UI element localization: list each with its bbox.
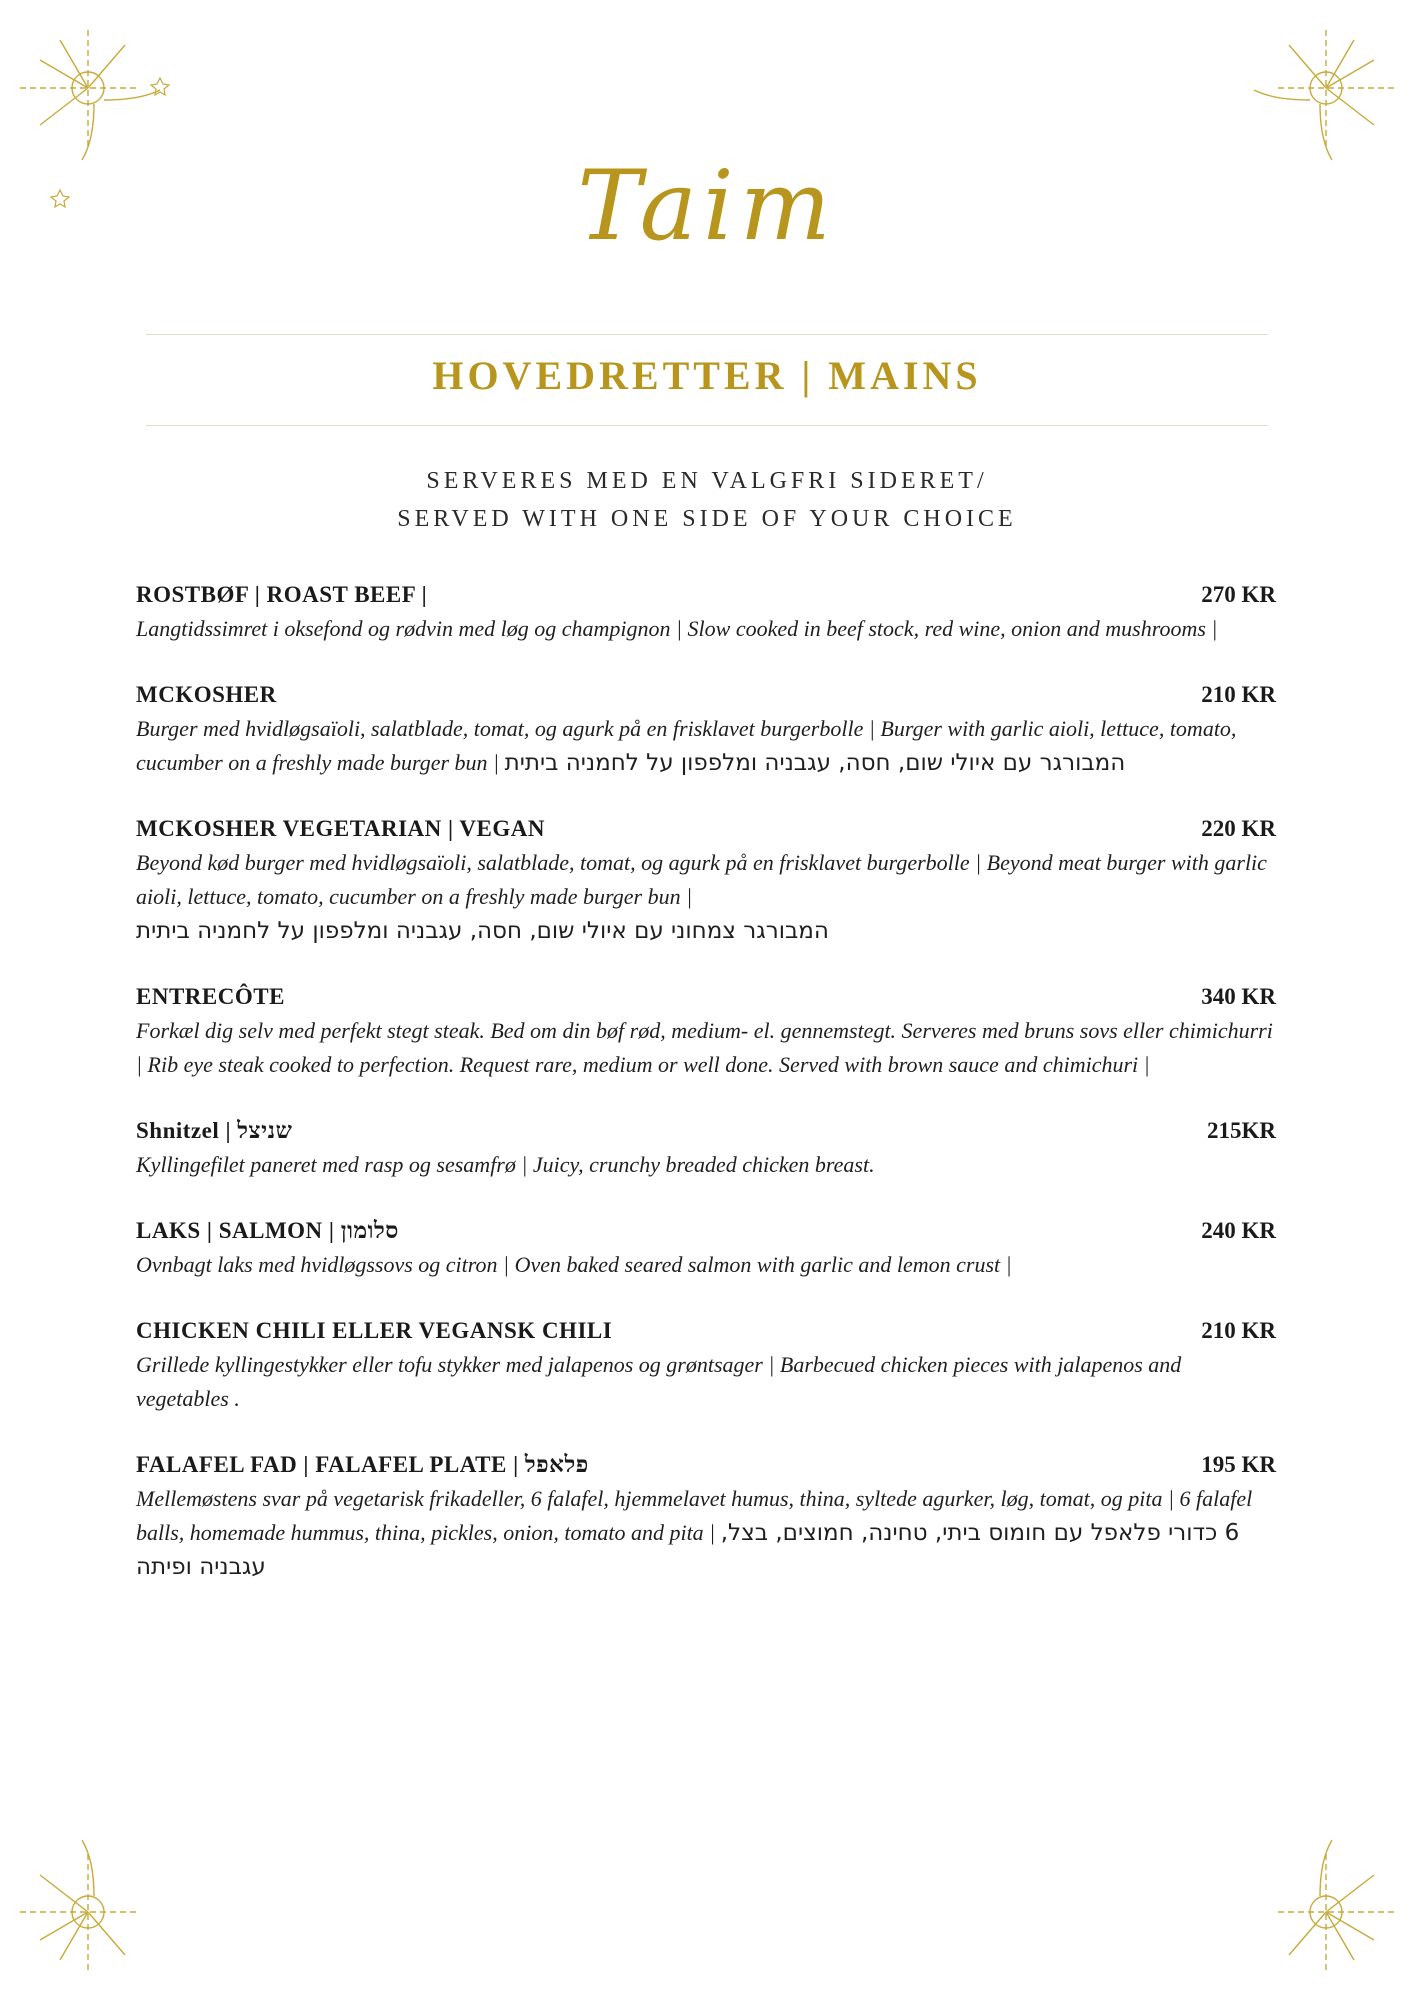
item-price: 220 KR bbox=[1201, 816, 1276, 841]
item-desc-hebrew: המבורגר צמחוני עם איולי שום, חסה, עגבניה ומלפפון על לחמניה ביתית bbox=[136, 918, 829, 944]
menu-item-mckosher-vegetarian bbox=[136, 812, 1276, 948]
corner-ornament-top-left bbox=[20, 30, 140, 150]
item-name: MCKOSHER VEGETARIAN | VEGAN bbox=[136, 816, 545, 841]
item-description bbox=[136, 846, 1276, 948]
item-price: 210 KR bbox=[1201, 1318, 1276, 1343]
item-price: 270 KR bbox=[1201, 582, 1276, 607]
item-desc-text: Ovnbagt laks med hvidløgssovs og citron | Oven baked seared salmon with garlic and lemon crust | bbox=[136, 1252, 1012, 1277]
brand-logo: Taim bbox=[577, 150, 837, 262]
item-name: CHICKEN CHILI ELLER VEGANSK CHILI bbox=[136, 1318, 613, 1343]
item-desc-text: Forkæl dig selv med perfekt stegt steak. Bed om din bøf rød, medium- el. gennemstegt. Serveres med bruns sovs eller chimichurri | Rib eye steak cooked to perfection. Request rare, medium or well done. Served with brown sauce and chimichuri | bbox=[136, 1018, 1273, 1077]
item-price: 210 KR bbox=[1201, 682, 1276, 707]
item-desc-hebrew: 6 כדורי פלאפל עם חומוס ביתי, טחינה, חמוצים, בצל, עגבניה ופיתה bbox=[136, 1520, 1240, 1580]
item-desc-text: Beyond kød burger med hvidløgsaïoli, salatblade, tomat, og agurk på en frisklavet burgerbolle | Beyond meat burger with garlic aioli, lettuce, tomato, cucumber on a freshly made burger bun | bbox=[136, 850, 1267, 909]
section-title: HOVEDRETTER | MAINS bbox=[432, 353, 982, 398]
ornament-icon bbox=[1274, 30, 1394, 150]
item-description bbox=[136, 612, 1276, 646]
item-name: FALAFEL FAD | FALAFEL PLATE | פלאפל bbox=[136, 1452, 589, 1477]
subtitle-line-1: SERVERES MED EN VALGFRI SIDERET/ bbox=[426, 468, 988, 494]
divider-bottom bbox=[146, 425, 1268, 426]
item-name: ENTRECÔTE bbox=[136, 984, 285, 1009]
item-name: MCKOSHER bbox=[136, 682, 277, 707]
menu-item-shnitzel bbox=[136, 1114, 1276, 1182]
item-desc-text: Kyllingefilet paneret med rasp og sesamfrø | Juicy, crunchy breaded chicken breast. bbox=[136, 1152, 875, 1177]
section-subtitle bbox=[0, 462, 1414, 538]
menu-list bbox=[136, 578, 1276, 1616]
item-desc-text: Burger med hvidløgsaïoli, salatblade, tomat, og agurk på en frisklavet burgerbolle | Burger with garlic aioli, lettuce, tomato, cucumber on a freshly made burger bun | bbox=[136, 716, 1237, 775]
ornament-icon bbox=[20, 1850, 140, 1970]
item-desc-text: Grillede kyllingestykker eller tofu stykker med jalapenos og grøntsager | Barbecued chicken pieces with jalapenos and vegetables . bbox=[136, 1352, 1182, 1411]
divider-top bbox=[146, 334, 1268, 335]
item-price: 195 KR bbox=[1201, 1452, 1276, 1477]
item-description bbox=[136, 712, 1276, 780]
menu-item-roast-beef bbox=[136, 578, 1276, 646]
item-name: Shnitzel | שניצל bbox=[136, 1118, 293, 1143]
menu-item-chili bbox=[136, 1314, 1276, 1416]
item-description bbox=[136, 1348, 1276, 1416]
item-desc-hebrew: המבורגר עם איולי שום, חסה, עגבניה ומלפפון על לחמניה ביתית bbox=[504, 750, 1126, 776]
item-price: 340 KR bbox=[1201, 984, 1276, 1009]
corner-ornament-bottom-left bbox=[20, 1850, 140, 1970]
item-price: 215KR bbox=[1207, 1118, 1276, 1143]
ornament-icon bbox=[20, 30, 140, 150]
item-description bbox=[136, 1014, 1276, 1082]
subtitle-line-2: SERVED WITH ONE SIDE OF YOUR CHOICE bbox=[397, 506, 1017, 532]
item-description bbox=[136, 1248, 1276, 1282]
corner-ornament-bottom-right bbox=[1274, 1850, 1394, 1970]
menu-item-falafel bbox=[136, 1448, 1276, 1584]
menu-item-entrecote bbox=[136, 980, 1276, 1082]
menu-item-salmon bbox=[136, 1214, 1276, 1282]
corner-ornament-top-right bbox=[1274, 30, 1394, 150]
item-name: ROSTBØF | ROAST BEEF | bbox=[136, 582, 428, 607]
item-description bbox=[136, 1482, 1276, 1584]
item-desc-text: Mellemøstens svar på vegetarisk frikadeller, 6 falafel, hjemmelavet humus, thina, syltede agurker, løg, tomat, og pita | 6 falafel balls, homemade hummus, thina, pickles, onion, tomato and pita | bbox=[136, 1486, 1253, 1545]
item-name: LAKS | SALMON | סלומון bbox=[136, 1218, 399, 1243]
item-desc-text: Langtidssimret i oksefond og rødvin med løg og champignon | Slow cooked in beef stock, red wine, onion and mushrooms | bbox=[136, 616, 1218, 641]
item-price: 240 KR bbox=[1201, 1218, 1276, 1243]
item-description bbox=[136, 1148, 1276, 1182]
menu-item-mckosher bbox=[136, 678, 1276, 780]
ornament-icon bbox=[1274, 1850, 1394, 1970]
